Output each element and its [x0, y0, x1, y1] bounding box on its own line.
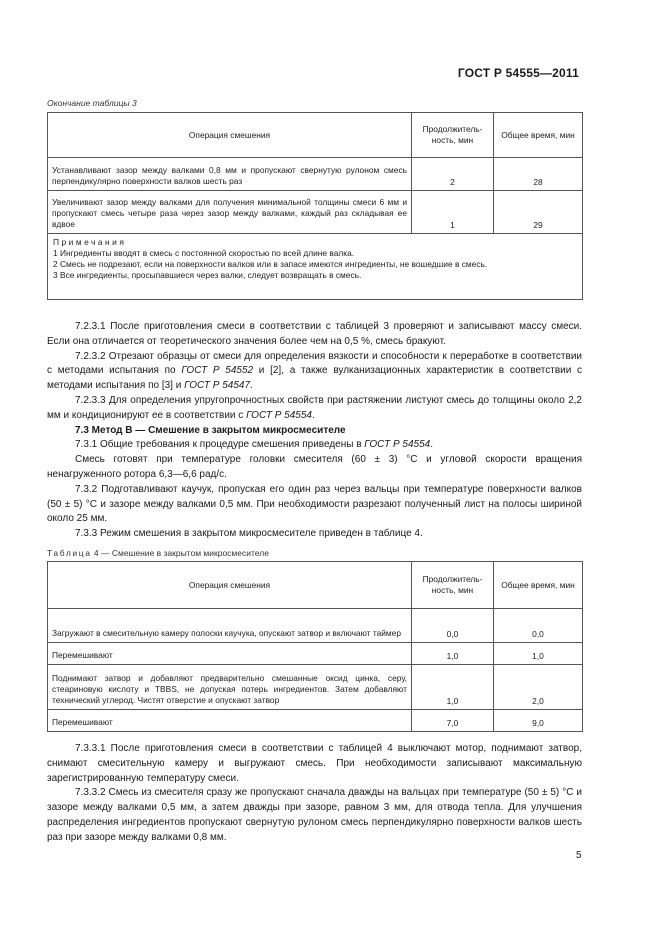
operation-cell: Перемешивают — [48, 710, 412, 732]
note-item: 1 Ингредиенты вводят в смесь с постоянной скоростью по всей длине валка. — [53, 248, 355, 258]
duration-cell: 2 — [412, 158, 494, 191]
operation-cell: Загружают в смесительную камеру полоски каучука, опускают затвор и включают таймер — [48, 609, 412, 643]
notes-title: Примечания — [53, 237, 127, 247]
paragraph-7-3-2: 7.3.2 Подготавливают каучук, пропуская его один раз через вальцы при температуре поверхности валков (50 ± 5) °С и зазоре между валками 0,5 мм. При необходимости разрезают полученный лист на полосы шириной около 25 мм. — [47, 483, 582, 525]
duration-cell: 1,0 — [412, 665, 494, 710]
reference-gost: ГОСТ Р 54554 — [364, 439, 431, 451]
table-3 — [47, 112, 583, 300]
duration-cell: 7,0 — [412, 710, 494, 732]
section-heading-7-3: 7.3 Метод B — Смешение в закрытом микросмесителе — [75, 424, 346, 436]
operation-cell: Перемешивают — [48, 643, 412, 665]
column-header-duration: Продолжитель-ность, мин — [412, 562, 494, 609]
paragraph-7-3-1: 7.3.1 Общие требования к процедуре смешения приведены в ГОСТ Р 54554. — [75, 439, 433, 451]
column-header-total: Общее время, мин — [494, 113, 583, 158]
paragraph-7-3-3: 7.3.3 Режим смешения в закрытом микросмесителе приведен в таблице 4. — [75, 528, 423, 540]
note-item: 3 Все ингредиенты, просыпавшиеся через валки, следует возвращать в смесь. — [53, 270, 362, 280]
notes-cell — [48, 234, 583, 300]
duration-cell: 0,0 — [412, 609, 494, 643]
operation-cell: Увеличивают зазор между валками для получения минимальной толщины смеси 6 мм и пропускают смесь четыре раза через зазор между валками, каждый раз складывая ее вдвое — [48, 191, 412, 234]
duration-cell: 1 — [412, 191, 494, 234]
reference-gost: ГОСТ Р 54552 — [181, 365, 254, 377]
table-row — [48, 609, 583, 643]
total-cell: 29 — [494, 191, 583, 234]
document-code: ГОСТ Р 54555—2011 — [457, 66, 579, 80]
total-cell: 0,0 — [494, 609, 583, 643]
total-cell: 1,0 — [494, 643, 583, 665]
notes-row — [48, 234, 583, 300]
table3-caption: Окончание таблицы 3 — [47, 98, 137, 108]
page-number: 5 — [576, 850, 582, 861]
reference-gost: ГОСТ Р 54547 — [184, 380, 251, 392]
column-header-duration: Продолжитель-ность, мин — [412, 113, 494, 158]
operation-cell: Поднимают затвор и добавляют предварительно смешанные оксид цинка, серу, стеариновую кислоту и TBBS, не допуская потерь ингредиентов. Затем добавляют технический углерод. Чистят отверстие и опускают затвор — [48, 665, 412, 710]
paragraph-7-2-3-1: 7.2.3.1 После приготовления смеси в соответствии с таблицей 3 проверяют и записывают массу смеси. Если она отличается от теоретического значения более чем на 0,5 %, смесь бракуют. — [47, 321, 582, 347]
column-header-operation: Операция смешения — [48, 113, 412, 158]
paragraph-mixing-conditions: Смесь готовят при температуре головки смесителя (60 ± 3) °С и угловой скорости вращения ненагруженного ротора 6,3—6,6 рад/с. — [47, 454, 582, 480]
column-header-operation: Операция смешения — [48, 562, 412, 609]
table-4 — [47, 561, 583, 732]
total-cell: 28 — [494, 158, 583, 191]
paragraph-7-3-3-2: 7.3.3.2 Смесь из смесителя сразу же пропускают сначала дважды на вальцах при температуре (50 ± 5) °С и зазоре между валками 0,5 мм, а затем дважды при зазоре, равном 3 мм, для отвода тепла. Для улучшения распределения ингредиентов пропускают свернутую рулоном смесь перпендикулярно поверхности валков шесть раз при зазоре между валками 0,8 мм. — [47, 787, 582, 843]
table-row — [48, 710, 583, 732]
paragraph-7-3-3-1: 7.3.3.1 После приготовления смеси в соответствии с таблицей 4 выключают мотор, поднимают затвор, снимают смесительную камеру и выгружают смесь. При необходимости записывают максимальную зарегистрированную температуру смеси. — [47, 743, 582, 784]
total-cell: 9,0 — [494, 710, 583, 732]
table4-caption: Таблица 4 — Смешение в закрытом микросмесителе — [47, 548, 269, 558]
note-item: 2 Смесь не подрезают, если на поверхности валков или в запасе имеются ингредиенты, не вошедшие в смесь. — [53, 259, 488, 269]
duration-cell: 1,0 — [412, 643, 494, 665]
reference-gost: ГОСТ Р 54554 — [246, 409, 312, 421]
table-row — [48, 643, 583, 665]
paragraph-7-2-3-3: 7.2.3.3 Для определения упругопрочностных свойств при растяжении листуют смесь до толщины около 2,2 мм и кондиционируют ее в соответствии с ГОСТ Р 54554. — [47, 394, 582, 421]
paragraph-7-2-3-2: 7.2.3.2 Отрезают образцы от смеси для определения вязкости и способности к переработке в соответствии с методами испытания по ГОСТ Р 54552 и [2], а также вулканизационных характеристик в соответствии с методами испытания по [3] и ГОСТ Р 54547. — [47, 350, 583, 392]
section-text-7-3-3 — [47, 742, 582, 846]
operation-cell: Устанавливают зазор между валками 0,8 мм и пропускают свернутую рулоном смесь перпендикулярно поверхности валков шесть раз — [48, 158, 412, 191]
table-row — [48, 191, 583, 234]
section-text-7-2-3 — [47, 320, 582, 542]
column-header-total: Общее время, мин — [494, 562, 583, 609]
table-row — [48, 665, 583, 710]
total-cell: 2,0 — [494, 665, 583, 710]
table-row — [48, 158, 583, 191]
